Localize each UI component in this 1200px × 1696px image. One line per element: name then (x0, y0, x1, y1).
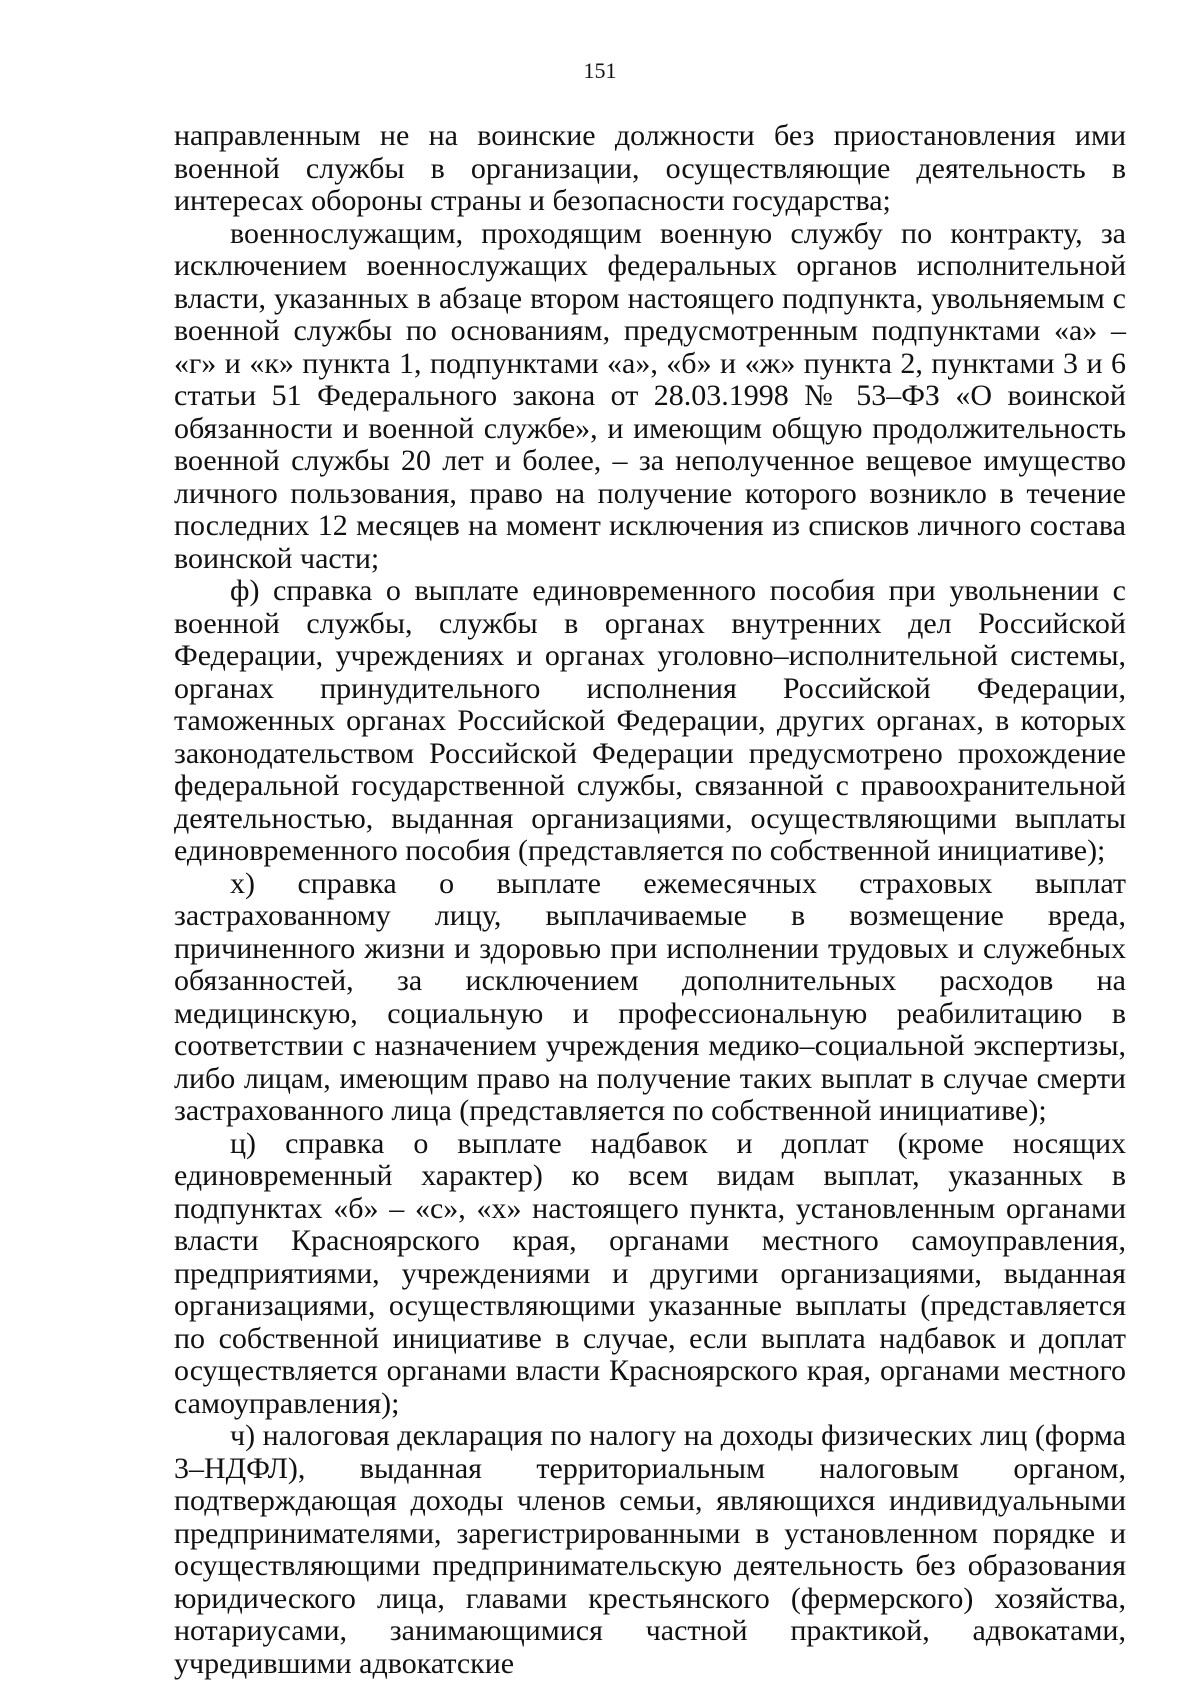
paragraph-item-f: ф) справка о выплате единовременного пособия при увольнении с военной службы, службы в органах внутренних дел Российской Федерации, учреждениях и органах уголовно–исполнительной системы, органах принудительного исполнения Российской Федерации, таможенных органах Российской Федерации, других органах, в которых законодательством Российской Федерации предусмотрено прохождение федеральной государственной службы, связанной с правоохранительной деятельностью, выданная организациями, осуществляющими выплаты единовременного пособия (представляется по собственной инициативе); (174, 574, 1126, 867)
paragraph-item-ch: ч) налоговая декларация по налогу на доходы физических лиц (форма 3–НДФЛ), выданная территориальным налоговым органом, подтверждающая доходы членов семьи, являющихся индивидуальными предпринимателями, зарегистрированными в установленном порядке и осуществляющими предпринимательскую деятельность без образования юридического лица, главами крестьянского (фермерского) хозяйства, нотариусами, занимающимися частной практикой, адвокатами, учредившими адвокатские (174, 1419, 1126, 1680)
page-number: 151 (583, 58, 617, 83)
document-body (174, 120, 1126, 1680)
paragraph-continuation: направленным не на воинские должности без приостановления ими военной службы в организации, осуществляющие деятельность в интересах обороны страны и безопасности государства; (174, 119, 1126, 217)
paragraph-item-ts: ц) справка о выплате надбавок и доплат (кроме носящих единовременный характер) ко всем видам выплат, указанных в подпунктах «б» – «с», «х» настоящего пункта, установленным органами власти Красноярского края, органами местного самоуправления, предприятиями, учреждениями и другими организациями, выданная организациями, осуществляющими указанные выплаты (представляется по собственной инициативе в случае, если выплата надбавок и доплат осуществляется органами власти Красноярского края, органами местного самоуправления); (174, 1126, 1126, 1420)
paragraph-servicemen-contract: военнослужащим, проходящим военную службу по контракту, за исключением военнослужащих федеральных органов исполнительной власти, указанных в абзаце втором настоящего подпункта, увольняемым с военной службы по основаниям, предусмотренным подпунктами «а» – «г» и «к» пункта 1, подпунктами «а», «б» и «ж» пункта 2, пунктами 3 и 6 статьи 51 Федерального закона от 28.03.1998 № 53–ФЗ «О воинской обязанности и военной службе», и имеющим общую продолжительность военной службы 20 лет и более, – за неполученное вещевое имущество личного пользования, право на получение которого возникло в течение последних 12 месяцев на момент исключения из списков личного состава воинской части; (174, 216, 1126, 575)
paragraph-item-kh: х) справка о выплате ежемесячных страховых выплат застрахованному лицу, выплачиваемые в возмещение вреда, причиненного жизни и здоровью при исполнении трудовых и служебных обязанностей, за исключением дополнительных расходов на медицинскую, социальную и профессиональную реабилитацию в соответствии с назначением учреждения медико–социальной экспертизы, либо лицам, имеющим право на получение таких выплат в случае смерти застрахованного лица (представляется по собственной инициативе); (174, 866, 1126, 1127)
